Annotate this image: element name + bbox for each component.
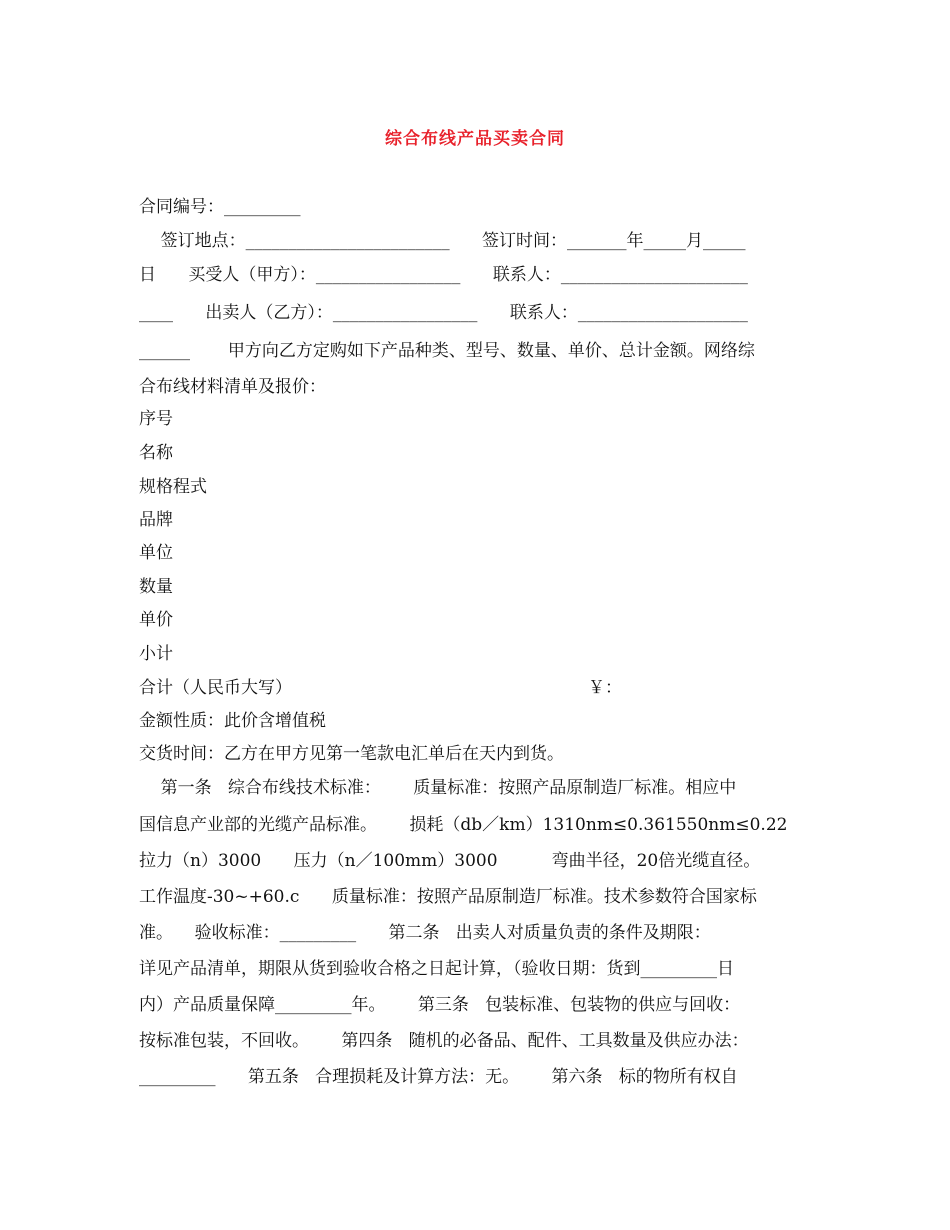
total-yen-label: ￥：	[588, 678, 622, 698]
clause-text-line: 准。 验收标准：_________ 第二条 出卖人对质量负责的条件及期限：	[139, 923, 711, 943]
contract-number-line: 合同编号：_________	[139, 197, 301, 217]
list-field-unit-price: 单价	[139, 610, 173, 630]
clause-text-line: 国信息产业部的光缆产品标准。 损耗（db／km）1310nm≤0.361550nm≤0.22	[139, 815, 788, 835]
list-field-brand: 品牌	[139, 510, 173, 530]
list-field-spec: 规格程式	[139, 477, 207, 497]
clause-text-line: 工作温度-30~+60.c 质量标准：按照产品原制造厂标准。技术参数符合国家标	[139, 887, 757, 907]
list-field-quantity: 数量	[139, 577, 173, 597]
seller-line: ____ 出卖人（乙方）：_________________ 联系人：____________________	[139, 303, 748, 323]
list-field-serial: 序号	[139, 409, 173, 429]
clause-text-line: 第一条 综合布线技术标准： 质量标准：按照产品原制造厂标准。相应中	[139, 778, 737, 798]
total-rmb-label: 合计（人民币大写）	[139, 678, 292, 698]
clause-text-line: _________ 第五条 合理损耗及计算方法：无。 第六条 标的物所有权自	[139, 1067, 738, 1087]
signing-place-time-line: 签订地点：________________________ 签订时间：_______年_____月_____	[139, 231, 746, 251]
list-field-name: 名称	[139, 443, 173, 463]
clause-text-line: 按标准包装，不回收。 第四条 随机的必备品、配件、工具数量及供应办法：	[139, 1031, 749, 1051]
list-field-subtotal: 小计	[139, 644, 173, 664]
delivery-time-line: 交货时间：乙方在甲方见第一笔款电汇单后在天内到货。	[139, 744, 564, 764]
list-field-unit: 单位	[139, 543, 173, 563]
clause-text-line: 拉力（n）3000 压力（n／100mm）3000 弯曲半径，20倍光缆直径。	[139, 851, 761, 871]
clause-text-line: 详见产品清单，期限从货到验收合格之日起计算，（验收日期：货到_________日	[139, 959, 734, 979]
clause-text-line: 内）产品质量保障_________年。 第三条 包装标准、包装物的供应与回收：	[139, 995, 741, 1015]
buyer-line: 日 买受人（甲方）：_________________ 联系人：______________________	[139, 265, 748, 285]
price-list-heading: 合布线材料清单及报价：	[139, 377, 326, 397]
amount-nature-line: 金额性质：此价含增值税	[139, 711, 326, 731]
document-title: 综合布线产品买卖合同	[385, 129, 565, 149]
order-intro-line: ______ 甲方向乙方定购如下产品种类、型号、数量、单价、总计金额。网络综	[139, 341, 755, 361]
